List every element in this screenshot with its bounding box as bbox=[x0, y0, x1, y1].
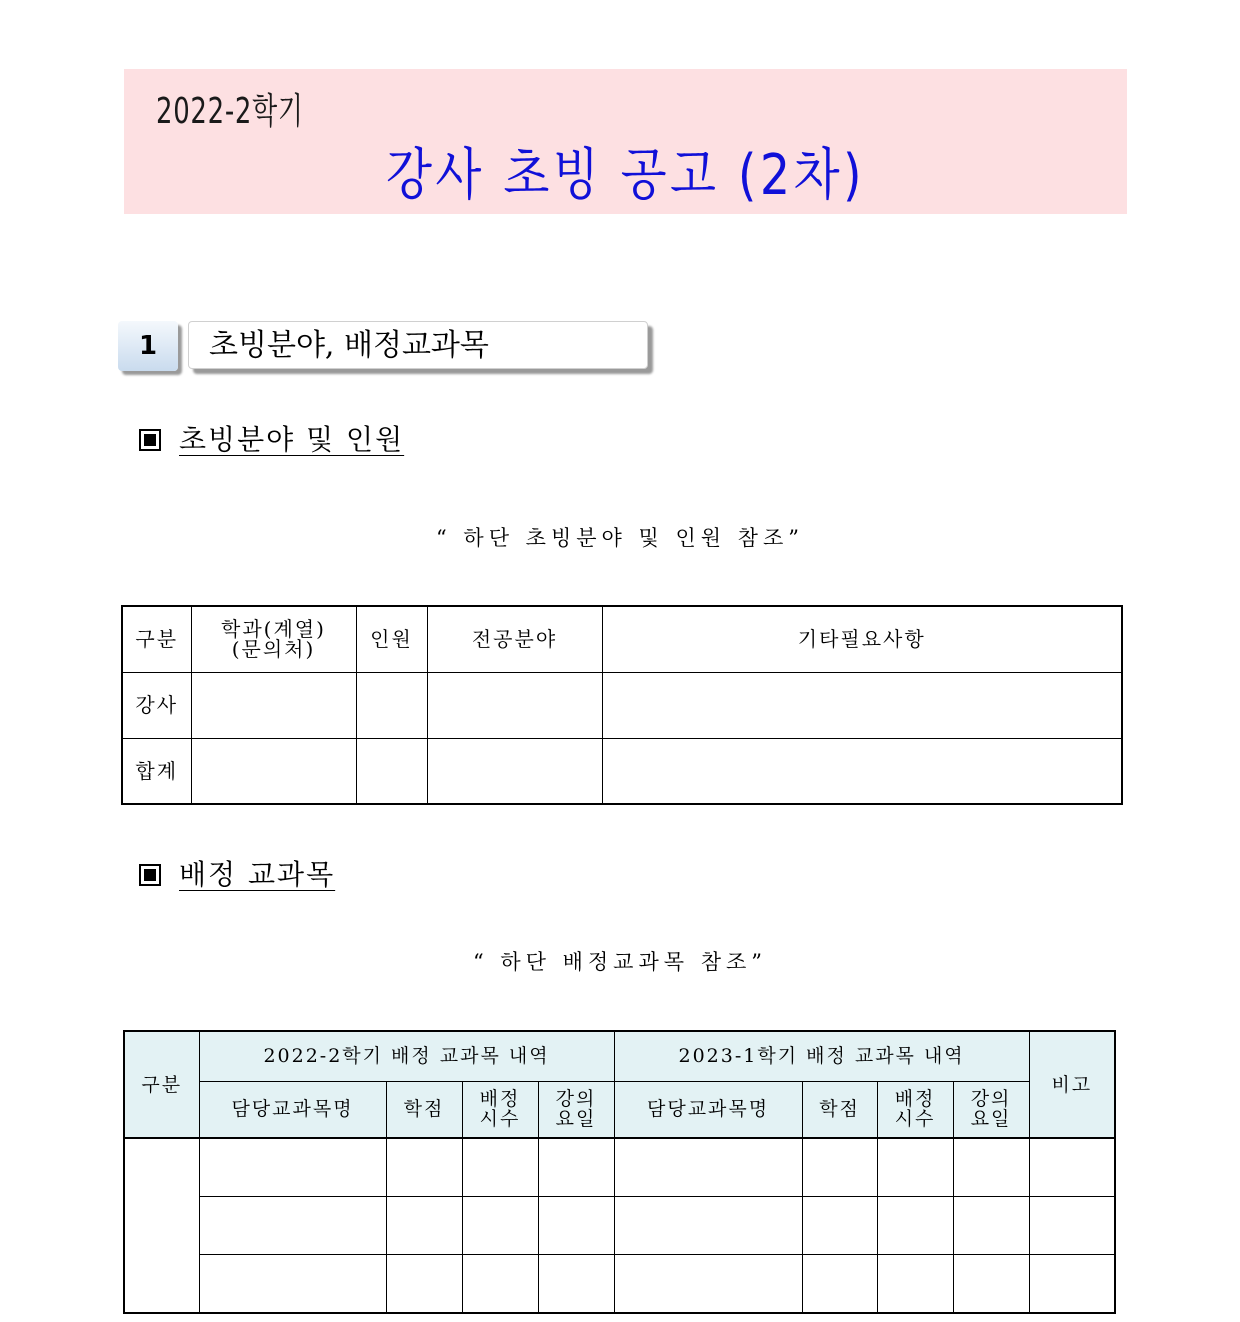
cell-department bbox=[191, 738, 356, 804]
header-hours bbox=[462, 1081, 538, 1138]
table-cell bbox=[1029, 1138, 1115, 1197]
table-cell bbox=[538, 1138, 614, 1197]
recruitment-reference-note: “ 하단 초빙분야 및 인원 참조” bbox=[436, 526, 804, 550]
subsection-heading-courses bbox=[139, 853, 335, 893]
header-day bbox=[538, 1081, 614, 1138]
table-cell bbox=[953, 1138, 1029, 1197]
header-hours bbox=[877, 1081, 953, 1138]
table-cell bbox=[386, 1138, 462, 1197]
table-cell bbox=[614, 1197, 802, 1255]
table-cell bbox=[538, 1255, 614, 1314]
table-cell bbox=[462, 1255, 538, 1314]
table-cell bbox=[953, 1197, 1029, 1255]
header-credits: 학점 bbox=[802, 1081, 877, 1138]
section-title: 초빙분야, 배정교과목 bbox=[188, 321, 648, 369]
table-cell bbox=[199, 1197, 386, 1255]
cell-count bbox=[356, 738, 427, 804]
header-course-name: 담당교과목명 bbox=[614, 1081, 802, 1138]
header-hours-line1: 배정 bbox=[479, 1088, 521, 1111]
title-banner bbox=[124, 69, 1127, 214]
header-department-line2: (문의처) bbox=[231, 637, 316, 662]
table-cell bbox=[877, 1197, 953, 1255]
row-category: 강사 bbox=[122, 672, 191, 738]
header-credits: 학점 bbox=[386, 1081, 462, 1138]
header-remarks: 비고 bbox=[1029, 1031, 1115, 1138]
header-hours-line2: 시수 bbox=[894, 1108, 936, 1131]
table-row bbox=[124, 1138, 1115, 1197]
header-category: 구분 bbox=[122, 606, 191, 672]
table-cell bbox=[386, 1197, 462, 1255]
cell-count bbox=[356, 672, 427, 738]
table-cell bbox=[802, 1255, 877, 1314]
courses-reference-note: “ 하단 배정교과목 참조” bbox=[472, 950, 768, 974]
subsection-title: 초빙분야 및 인원 bbox=[179, 423, 405, 456]
semester-label: 2022-2학기 bbox=[156, 91, 304, 132]
table-cell bbox=[614, 1138, 802, 1197]
header-day-line1: 강의 bbox=[555, 1088, 597, 1111]
cell-etc bbox=[602, 738, 1122, 804]
table-cell bbox=[462, 1197, 538, 1255]
table-cell bbox=[953, 1255, 1029, 1314]
header-hours-line2: 시수 bbox=[479, 1108, 521, 1131]
header-group-2023-1: 2023-1학기 배정 교과목 내역 bbox=[614, 1031, 1029, 1081]
header-day-line2: 요일 bbox=[555, 1108, 597, 1131]
header-day-line2: 요일 bbox=[970, 1108, 1012, 1131]
header-category: 구분 bbox=[124, 1031, 199, 1138]
table-cell bbox=[538, 1197, 614, 1255]
subsection-title: 배정 교과목 bbox=[179, 858, 336, 891]
filled-square-icon bbox=[139, 429, 161, 451]
recruitment-table bbox=[121, 605, 1123, 805]
header-major: 전공분야 bbox=[427, 606, 602, 672]
subsection-heading-recruitment bbox=[139, 418, 404, 458]
table-row bbox=[124, 1255, 1115, 1314]
header-etc: 기타필요사항 bbox=[602, 606, 1122, 672]
table-cell bbox=[802, 1138, 877, 1197]
section-number-badge: 1 bbox=[118, 321, 178, 371]
table-cell bbox=[1029, 1255, 1115, 1314]
row-category: 합계 bbox=[122, 738, 191, 804]
table-cell bbox=[877, 1255, 953, 1314]
table-sub-header-row bbox=[124, 1081, 1115, 1138]
table-header-row bbox=[122, 606, 1122, 672]
header-day bbox=[953, 1081, 1029, 1138]
cell-category bbox=[124, 1138, 199, 1313]
header-count: 인원 bbox=[356, 606, 427, 672]
table-cell bbox=[1029, 1197, 1115, 1255]
table-cell bbox=[877, 1138, 953, 1197]
filled-square-icon bbox=[139, 864, 161, 886]
table-row bbox=[122, 672, 1122, 738]
header-hours-line1: 배정 bbox=[894, 1088, 936, 1111]
table-cell bbox=[386, 1255, 462, 1314]
header-day-line1: 강의 bbox=[970, 1088, 1012, 1111]
courses-table bbox=[123, 1030, 1116, 1314]
cell-etc bbox=[602, 672, 1122, 738]
header-department bbox=[191, 606, 356, 672]
header-department-line1: 학과(계열) bbox=[221, 617, 326, 642]
table-row bbox=[122, 738, 1122, 804]
cell-major bbox=[427, 738, 602, 804]
table-cell bbox=[802, 1197, 877, 1255]
table-cell bbox=[462, 1138, 538, 1197]
header-course-name: 담당교과목명 bbox=[199, 1081, 386, 1138]
table-row bbox=[124, 1197, 1115, 1255]
header-group-2022-2: 2022-2학기 배정 교과목 내역 bbox=[199, 1031, 614, 1081]
table-cell bbox=[614, 1255, 802, 1314]
table-cell bbox=[199, 1255, 386, 1314]
table-cell bbox=[199, 1138, 386, 1197]
table-group-header-row bbox=[124, 1031, 1115, 1081]
cell-department bbox=[191, 672, 356, 738]
page-title: 강사 초빙 공고 (2차) bbox=[386, 143, 865, 208]
cell-major bbox=[427, 672, 602, 738]
